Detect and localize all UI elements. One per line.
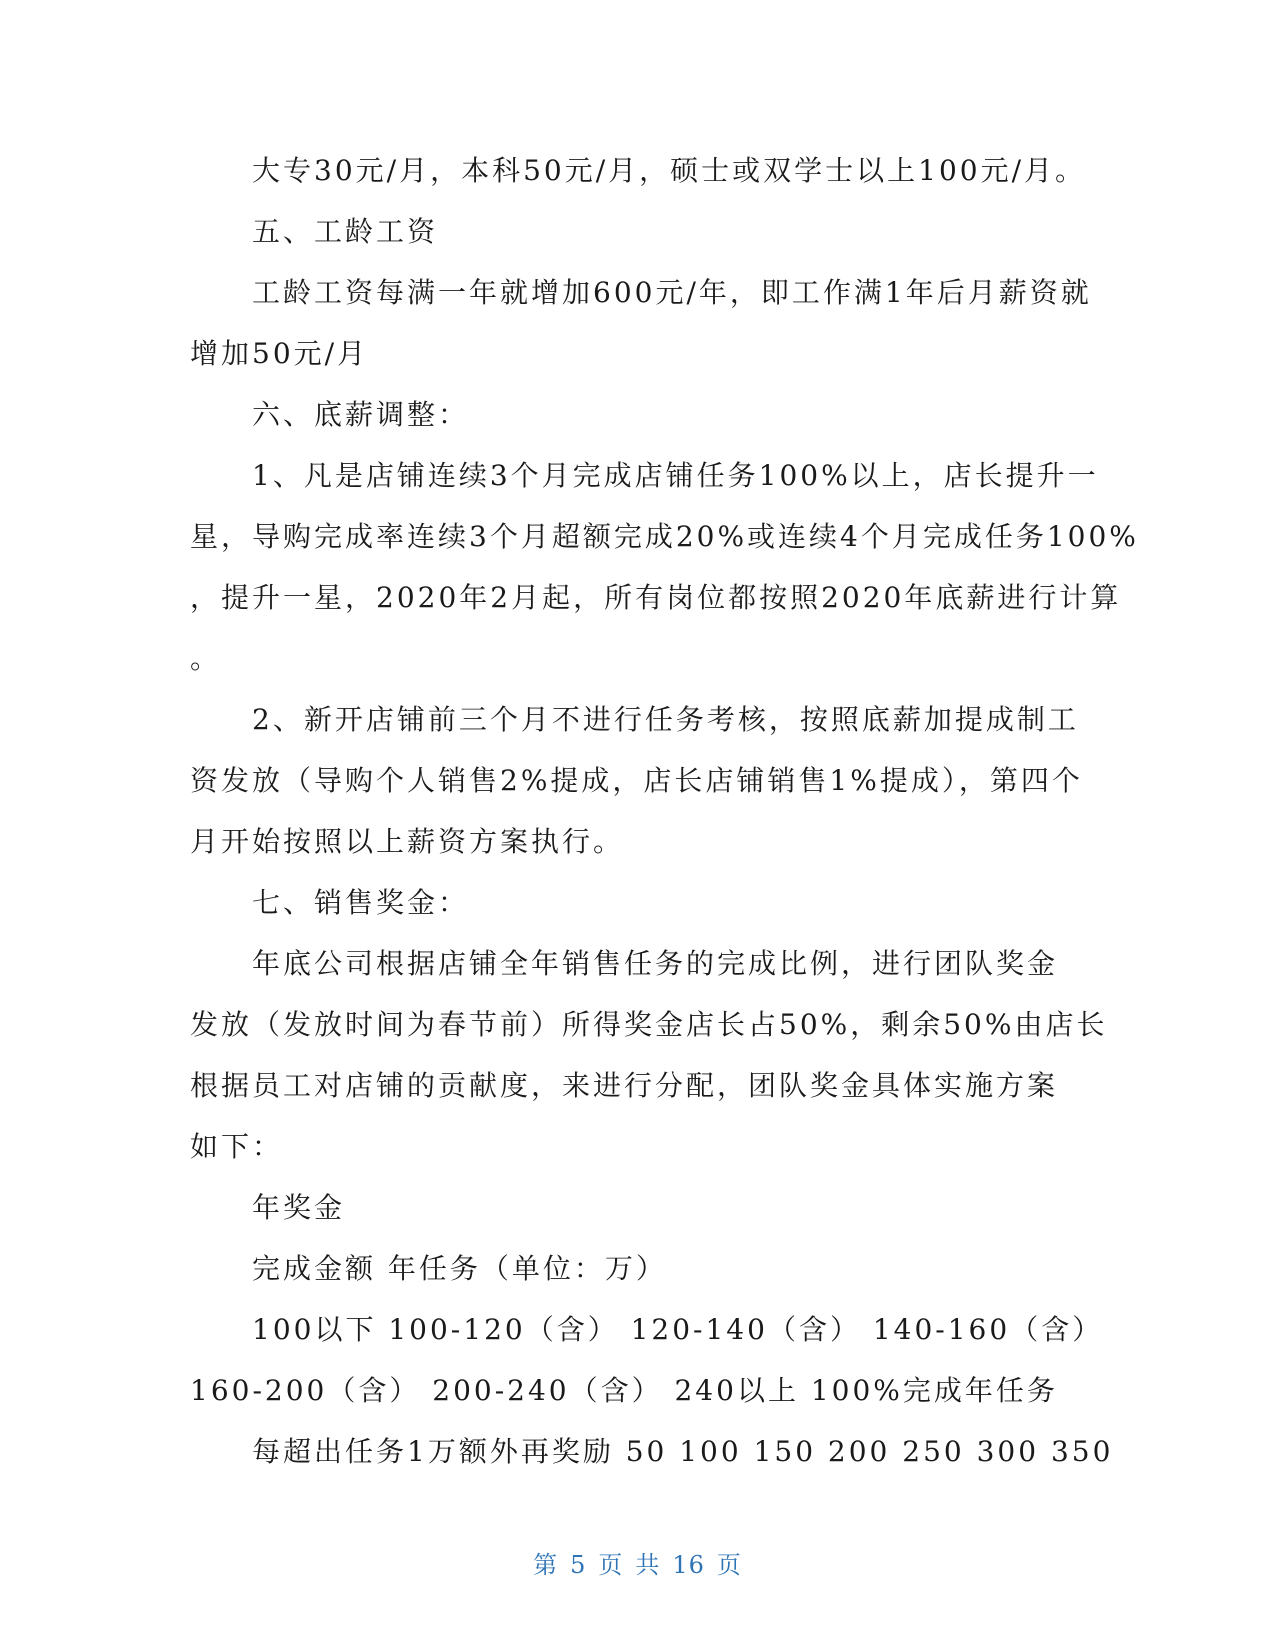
- paragraph-line: 每超出任务1万额外再奖励 50 100 150 200 250 300 350: [252, 1435, 1114, 1468]
- current-page-number: 5: [570, 1551, 587, 1579]
- paragraph-line: 年奖金: [252, 1191, 346, 1224]
- paragraph-line: 工龄工资每满一年就增加600元/年，即工作满1年后月薪资就: [252, 276, 1092, 309]
- paragraph-line: 星，导购完成率连续3个月超额完成20%或连续4个月完成任务100%: [190, 520, 1139, 553]
- paragraph-line: 2、新开店铺前三个月不进行任务考核，按照底薪加提成制工: [252, 703, 1079, 736]
- paragraph-line: 100以下 100-120（含） 120-140（含） 140-160（含）: [252, 1313, 1104, 1346]
- paragraph-line: 年底公司根据店铺全年销售任务的完成比例，进行团队奖金: [252, 947, 1059, 980]
- section-heading: 六、底薪调整：: [252, 398, 470, 431]
- paragraph-line: 1、凡是店铺连续3个月完成店铺任务100%以上，店长提升一: [252, 459, 1099, 492]
- section-heading: 七、销售奖金：: [252, 886, 470, 919]
- page-number-footer: [0, 1545, 1275, 1580]
- paragraph-line: 月开始按照以上薪资方案执行。: [190, 825, 625, 858]
- paragraph-line: 。: [190, 642, 222, 675]
- section-heading: 五、工龄工资: [252, 215, 439, 248]
- footer-total-label: 共: [635, 1551, 661, 1579]
- paragraph-line: 大专30元/月，本科50元/月，硕士或双学士以上100元/月。: [252, 154, 1087, 187]
- paragraph-line: ，提升一星，2020年2月起，所有岗位都按照2020年底薪进行计算: [190, 581, 1122, 614]
- paragraph-line: 160-200（含） 200-240（含） 240以上 100%完成年任务: [190, 1374, 1058, 1407]
- paragraph-line: 如下：: [190, 1130, 284, 1163]
- paragraph-line: 根据员工对店铺的贡献度，来进行分配，团队奖金具体实施方案: [190, 1069, 1059, 1102]
- page-body: [190, 140, 1139, 1482]
- paragraph-line: 发放（发放时间为春节前）所得奖金店长占50%，剩余50%由店长: [190, 1008, 1108, 1041]
- paragraph-line: 完成金额 年任务（单位：万）: [252, 1252, 667, 1285]
- footer-page-label: 页: [598, 1551, 624, 1579]
- footer-prefix: 第: [533, 1551, 559, 1579]
- paragraph-line: 增加50元/月: [190, 337, 369, 370]
- paragraph-line: 资发放（导购个人销售2%提成，店长店铺销售1%提成），第四个: [190, 764, 1083, 797]
- total-page-number: 16: [672, 1551, 705, 1579]
- footer-suffix: 页: [716, 1551, 742, 1579]
